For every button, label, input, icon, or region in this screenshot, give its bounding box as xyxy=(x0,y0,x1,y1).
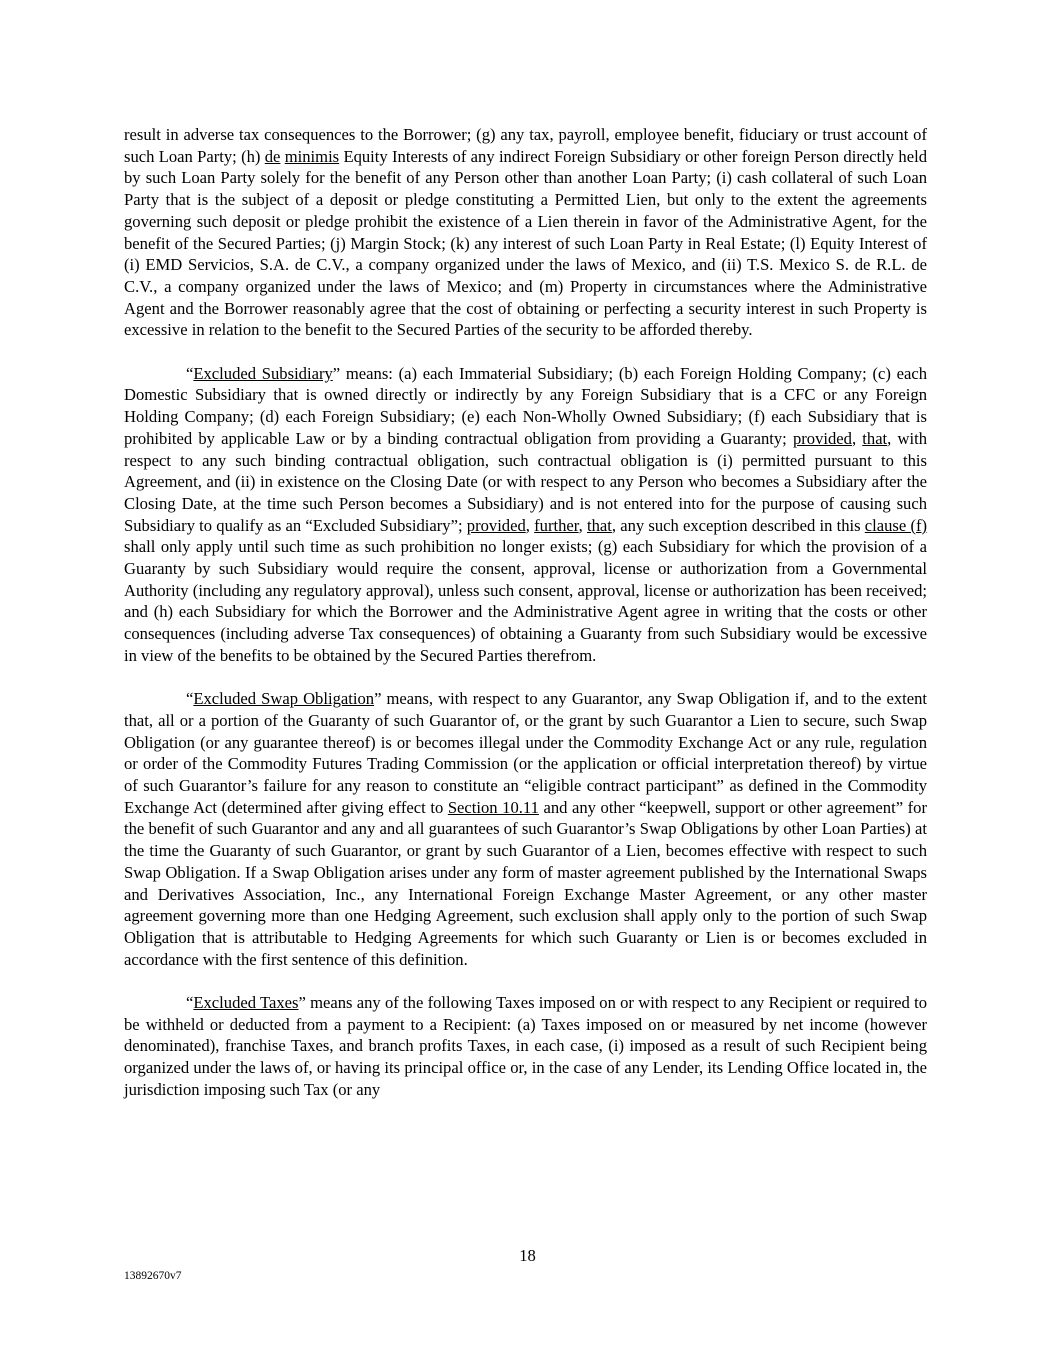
page-number: 18 xyxy=(519,1246,536,1265)
term-that: that xyxy=(862,428,888,448)
reference-section-10-11: Section 10.11 xyxy=(447,797,539,817)
document-id: 13892670v7 xyxy=(124,1270,182,1282)
term-provided: provided xyxy=(792,428,852,448)
definition-excluded-taxes: “Excluded Taxes” means any of the following Taxes imposed on or with respect to any Recipient or required to be withheld or deducted from a payment to a Recipient: (a) Taxes imposed on or measured by net income (however denominated), franchise Taxes, and branch profits Taxes, in each case, (i) imposed as a result of such Recipient being organized under the laws of, or having its principal office or, in the case of any Lender, its Lending Office located in, the jurisdiction imposing such Tax (or any xyxy=(124,993,927,1099)
definition-excluded-swap-obligation: “Excluded Swap Obligation” means, with respect to any Guarantor, any Swap Obligation if, and to the extent that, all or a portion of the Guaranty of such Guarantor of, or the grant by such Guarantor a Lien to secure, such Swap Obligation (or any guarantee thereof) is or becomes illegal under the Commodity Exchange Act or any rule, regulation or order of the Commodity Futures Trading Commission (or the application or official interpretation thereof) by virtue of such Guarantor’s failure for any reason to constitute an “eligible contract participant” as defined in the Commodity Exchange Act (determined after giving effect to Section 10.11 and any other “keepwell, support or other agreement” for the benefit of such Guarantor and any and all guarantees of such Guarantor’s Swap Obligations by other Loan Parties) at the time the Guaranty of such Guarantor, or grant by such Guarantor of a Lien, becomes effective with respect to such Swap Obligation. If a Swap Obligation arises under any form of master agreement published by the International Swaps and Derivatives Association, Inc., any International Foreign Exchange Master Agreement, or any other master agreement governing more than one Hedging Agreement, such exclusion shall apply only to the portion of such Swap Obligation that is attributable to Hedging Agreements for which such Guaranty or Lien is or becomes excluded in accordance with the first sentence of this definition. xyxy=(124,689,927,969)
definition-excluded-subsidiary: “Excluded Subsidiary” means: (a) each Immaterial Subsidiary; (b) each Foreign Holding Company; (c) each Domestic Subsidiary that is owned directly or indirectly by any Foreign Subsidiary that is a CFC or any Foreign Holding Company; (d) each Foreign Subsidiary; (e) each Non-Wholly Owned Subsidiary; (f) each Subsidiary that is prohibited by applicable Law or by a binding contractual obligation from providing a Guaranty; provided, that, with respect to any such binding contractual obligation, such contractual obligation is (i) permitted pursuant to this Agreement, and (ii) in existence on the Closing Date (or with respect to any Person who becomes a Subsidiary after the Closing Date, at the time such Person becomes a Subsidiary) and is not entered into for the purpose of causing such Subsidiary to qualify as an “Excluded Subsidiary”; provided, further, that, any such exception described in this clause (f) shall only apply until such time as such prohibition no longer exists; (g) each Subsidiary for which the provision of a Guaranty by such Subsidiary would require the consent, approval, license or authorization from a Governmental Authority (including any regulatory approval), unless such consent, approval, license or authorization has been received; and (h) each Subsidiary for which the Borrower and the Administrative Agent agree in writing that the costs or other consequences (including adverse Tax consequences) of obtaining a Guaranty from such Subsidiary would be excessive in view of the benefits to be obtained by the Secured Parties therefrom. xyxy=(124,363,928,665)
defined-term-excluded-swap-obligation: Excluded Swap Obligation xyxy=(193,689,375,709)
term-de: de xyxy=(264,146,281,166)
term-provided: provided xyxy=(466,515,526,535)
defined-term-excluded-subsidiary: Excluded Subsidiary xyxy=(193,363,333,383)
document-page xyxy=(124,124,927,1101)
reference-clause-f: clause (f) xyxy=(864,515,928,535)
term-further: further xyxy=(534,515,579,535)
defined-term-excluded-taxes: Excluded Taxes xyxy=(193,993,299,1013)
term-that: that xyxy=(586,515,612,535)
paragraph-excluded-property-continuation: result in adverse tax consequences to the Borrower; (g) any tax, payroll, employee benefit, fiduciary or trust account of such Loan Party; (h) de minimis Equity Interests of any indirect Foreign Subsidiary or other foreign Person directly held by such Loan Party solely for the benefit of any Person other than another Loan Party; (i) cash collateral of such Loan Party that is the subject of a deposit or pledge constituting a Permitted Lien, but only to the extent the agreements governing such deposit or pledge prohibit the existence of a Lien therein in favor of the Administrative Agent, for the benefit of the Secured Parties; (j) Margin Stock; (k) any interest of such Loan Party in Real Estate; (l) Equity Interest of (i) EMD Servicios, S.A. de C.V., a company organized under the laws of Mexico, and (ii) T.S. Mexico S. de R.L. de C.V., a company organized under the laws of Mexico; and (m) Property in circumstances where the Administrative Agent and the Borrower reasonably agree that the cost of obtaining or perfecting a security interest in such Property is excessive in relation to the benefit to the Secured Parties of the security to be afforded thereby. xyxy=(124,125,927,340)
term-minimis: minimis xyxy=(284,146,340,166)
